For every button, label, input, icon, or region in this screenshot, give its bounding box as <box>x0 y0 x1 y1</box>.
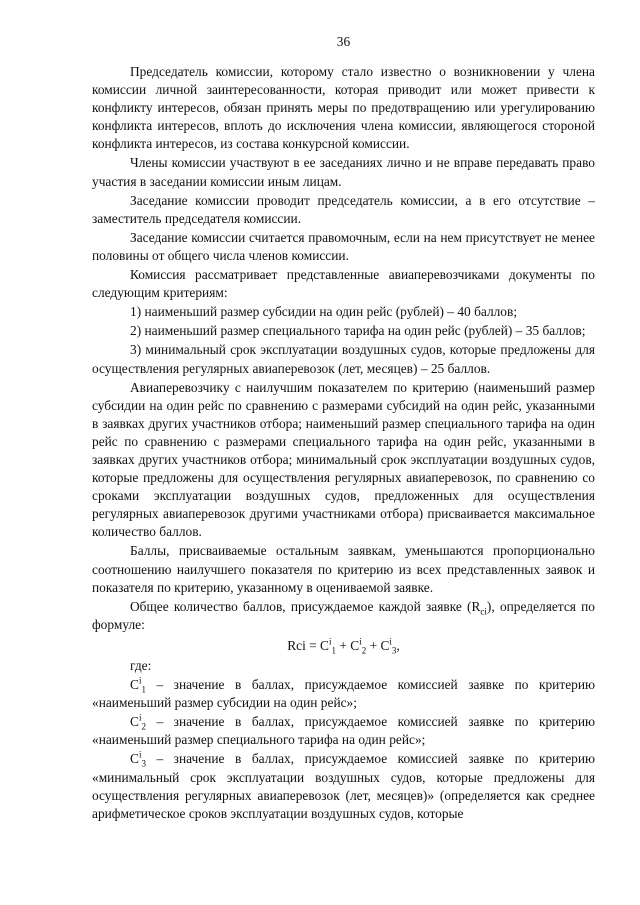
document-body <box>92 63 595 824</box>
paragraph-meeting-chair: Заседание комиссии проводит председатель комиссии, а в его отсутствие – заместитель председателя комиссии. <box>92 192 595 226</box>
criterion-1: 1) наименьший размер субсидии на один рейс (рублей) – 40 баллов; <box>130 304 518 320</box>
score-formula: Rci = $C^i_1 + C^i_2 + C^i_3$, <box>287 636 400 656</box>
definition-c3: $C^i_3$ – значение в баллах, присуждаемое комиссией заявке по критерию «минимальный срок эксплуатации воздушных судов, которые предложены для осуществления регулярных авиаперевозок (лет, месяцев)» (определяется как среднее арифметическое сроков эксплуатации воздушных судов, которые <box>92 750 595 821</box>
page-number: 36 <box>336 34 351 49</box>
criterion-3: 3) минимальный срок эксплуатации воздушных судов, которые предложены для осуществления регулярных авиаперевозок (лет, месяцев) – 25 баллов. <box>92 342 595 376</box>
paragraph-remaining-scores: Баллы, присваиваемые остальным заявкам, уменьшаются пропорционально соотношению наилучшего показателя по критерию из всех представленных заявок и показателя по критерию, указанному в оцениваемой заявке. <box>92 543 595 595</box>
paragraph-best-indicator: Авиаперевозчику с наилучшим показателем по критерию (наименьший размер субсидии на один рейс по сравнению с размерами субсидий на один рейс, указанными в заявках других участников отбора; наименьший размер специального тарифа на один рейс по сравнению с размерами специального тарифа на один рейс, указанными в заявках других участников отбора; минимальный срок эксплуатации воздушных судов, которые предложены для осуществления регулярных авиаперевозок, по сравнению со сроками эксплуатации воздушных судов, предложенных для осуществления регулярных авиаперевозок другими участниками отбора) присваивается максимальное количество баллов. <box>92 379 595 540</box>
paragraph-quorum: Заседание комиссии считается правомочным, если на нем присутствует не менее половины от общего числа членов комиссии. <box>92 229 595 263</box>
paragraph-conflict-of-interest: Председатель комиссии, которому стало известно о возникновении у члена комиссии личной заинтересованности, которая приводит или может привести к конфликту интересов, обязан принять меры по предотвращению или урегулированию конфликта интересов, вплоть до исключения члена комиссии, являющегося стороной конфликта интересов, из состава конкурсной комиссии. <box>92 64 595 152</box>
definition-c1: $C^i_1$ – значение в баллах, присуждаемое комиссией заявке по критерию «наименьший размер субсидии на один рейс»; <box>92 675 595 711</box>
paragraph-total-score: Общее количество баллов, присуждаемое каждой заявке $(R_{ci})$, определяется по формуле: <box>92 598 595 632</box>
where-label: где: <box>130 658 152 673</box>
paragraph-criteria-intro: Комиссия рассматривает представленные авиаперевозчиками документы по следующим критериям: <box>92 267 595 301</box>
paragraph-members-participation: Члены комиссии участвуют в ее заседаниях лично и не вправе передавать право участия в заседании комиссии иным лицам. <box>92 155 595 189</box>
definition-c2: $C^i_2$ – значение в баллах, присуждаемое комиссией заявке по критерию «наименьший размер специального тарифа на один рейс»; <box>92 712 595 748</box>
criterion-2: 2) наименьший размер специального тарифа на один рейс (рублей) – 35 баллов; <box>130 323 586 339</box>
